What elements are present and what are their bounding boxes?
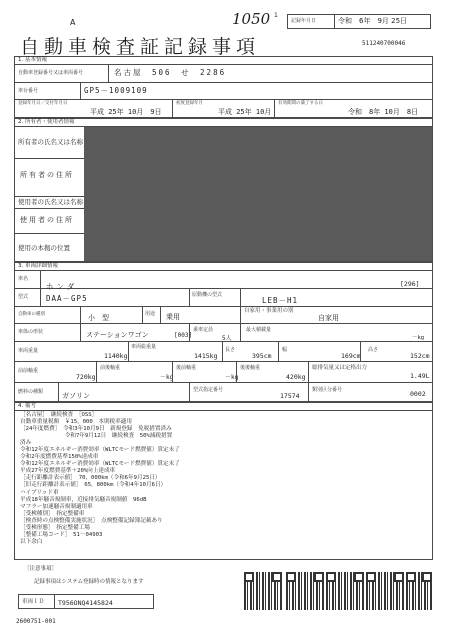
expiry-label: 有効期間の満了する日	[278, 101, 323, 106]
fuel-label: 燃料の種類	[18, 389, 44, 395]
height-label: 高さ	[368, 347, 379, 353]
type-number-value: 17574	[280, 392, 300, 400]
reg-number-value: 名古屋 506 せ 2286	[114, 68, 227, 77]
remarks-list	[20, 412, 180, 546]
base-location-label: 使用の本拠の位置	[18, 244, 70, 252]
vehicle-id-value: T956ONQ4145824	[58, 599, 113, 607]
remark-line: ［受検種別］ 指定整備車	[20, 510, 85, 517]
front-axle-label: 前前軸重	[18, 368, 39, 374]
body-shape-label: 車体の形状	[18, 329, 44, 335]
remark-line: 平成18年騒音規制車，近接排気騒音規制値 96dB	[20, 496, 147, 503]
first-year-label: 初度登録年月	[176, 101, 203, 106]
section-marker: A	[70, 18, 76, 27]
rear-axle-value: 420kg	[286, 373, 306, 381]
length-value: 395cm	[252, 352, 272, 360]
qr-code-3	[326, 572, 364, 610]
model-label: 型式	[18, 294, 29, 300]
body-shape-code: [003]	[174, 332, 193, 339]
qr-code-1	[244, 572, 282, 610]
handwritten-number: 1050	[232, 10, 271, 28]
remark-line: 令和7年9月12日 継続検査 50%減税措置	[20, 433, 173, 440]
handwritten-mark: 1	[274, 12, 278, 19]
rear-axle-label: 後後軸重	[240, 365, 261, 371]
qr-code-4	[366, 572, 404, 610]
engine-label: 原動機の型式	[192, 292, 223, 298]
remark-line: ［名古屋］ 継続検査 ［OSS］	[20, 412, 98, 418]
kind-label: 自動車の種別	[18, 312, 45, 317]
notice-heading: ［注意事項］	[24, 566, 58, 572]
doc-number: 511240700046	[362, 40, 406, 47]
weight-value: 1140kg	[104, 352, 128, 360]
reg-number-label: 自動車登録番号又は車両番号	[18, 70, 84, 76]
front-rear-axle-value: －kg	[160, 374, 174, 381]
class-number-value: 0002	[410, 390, 426, 398]
use-value: 乗用	[166, 313, 180, 321]
owner-address-label: 所有者の住所	[20, 171, 74, 179]
page-title: 自動車検査証記録事項	[20, 36, 261, 58]
fuel-value: ガソリン	[62, 392, 90, 400]
record-date-label: 記録年月日	[291, 18, 317, 24]
remark-line: 令和12年度エネルギー消費効率（WLTCモード燃費値）算定未了	[20, 461, 180, 468]
height-value: 152cm	[410, 352, 430, 360]
section3-heading: 3. 車両詳細情報	[18, 263, 58, 269]
section2-heading: 2. 所有者・使用者情報	[18, 119, 75, 125]
maker-code: [296]	[400, 280, 420, 288]
chassis-value: GP5－1009109	[84, 86, 148, 95]
class-number-label: 類別区分番号	[312, 387, 343, 393]
remark-line: ［受検形態］ 指定整備工場	[20, 524, 90, 531]
model-value: DAA－GP5	[46, 294, 88, 303]
use-label: 用途	[145, 311, 156, 317]
rear-front-axle-label: 後前軸重	[176, 365, 197, 371]
remark-line: 令和2年度燃費基準150%達成車	[20, 454, 99, 461]
qr-code-5	[406, 572, 432, 610]
remark-line: ［走行距離計表示値］ 70，000km（令和6年9月25日）	[20, 475, 161, 482]
width-value: 169cm	[341, 352, 361, 360]
remark-line: ［整備工場コード］ 51－04903	[20, 531, 103, 538]
redacted-owner-info	[84, 127, 432, 261]
weight-label: 車両重量	[18, 348, 39, 354]
remark-line: ［検査時の点検整備実施状況］ 点検整備記録簿記載あり	[20, 517, 163, 524]
section4-heading: 4. 備考	[18, 403, 36, 409]
length-label: 長さ	[225, 347, 236, 353]
expiry-value: 令和 8年 10月 8日	[348, 108, 419, 116]
private-label: 自家用・事業用の別	[244, 308, 294, 314]
front-rear-axle-label: 前後軸重	[100, 365, 121, 371]
user-address-label: 使用者の住所	[20, 216, 74, 224]
remark-line: 令和12年度エネルギー消費効率（WLTCモード燃費値）算定未了	[20, 447, 180, 454]
max-load-value: －kg	[412, 335, 425, 341]
qr-code-2	[286, 572, 324, 610]
gross-weight-value: 1415kg	[194, 352, 218, 360]
remark-line: 以下余白	[20, 538, 43, 545]
gross-weight-label: 車両総重量	[131, 344, 157, 350]
owner-name-label: 所有者の氏名又は名称	[18, 138, 83, 146]
footer-code: 2600751-001	[16, 618, 56, 625]
width-label: 幅	[282, 347, 288, 353]
displacement-value: 1.49L	[410, 372, 430, 380]
max-load-label: 最大積載量	[246, 327, 272, 333]
capacity-label: 乗車定員	[193, 327, 214, 333]
chassis-label: 車台番号	[18, 88, 39, 94]
first-reg-value: 平成 25年 10月 9日	[90, 108, 162, 116]
maker-label: 車名	[18, 276, 29, 282]
body-shape-value: ステーションワゴン	[86, 331, 149, 339]
user-name-label: 使用者の氏名又は名称	[18, 198, 83, 206]
section1-heading: 1. 基本情報	[18, 57, 47, 63]
vehicle-id-label: 車両ＩＤ	[22, 599, 45, 605]
capacity-value: 5人	[222, 335, 232, 342]
remark-line: マフラー加速騒音規制適用車	[20, 503, 93, 510]
record-date-value: 令和 6年 9月 25日	[338, 17, 408, 25]
first-year-value: 平成 25年 10月	[218, 108, 272, 116]
engine-value: LEB－H1	[262, 296, 299, 305]
front-axle-value: 720kg	[76, 373, 96, 381]
displacement-label: 総排気量又は定格出力	[312, 365, 368, 371]
private-value: 自家用	[318, 314, 339, 322]
first-reg-label: 登録年月日／交付年月日	[18, 101, 68, 106]
remark-line: 平成27年度燃費基準＋20%向上達成車	[20, 468, 116, 475]
maker-value: ホンダ	[46, 282, 78, 291]
remark-line: ［旧走行距離計表示値］ 65，800km（令和4年10月6日）	[20, 482, 167, 489]
remark-line: ［24年度燃費］ 令和3年10月9日 新規登録 免税措置済み	[20, 426, 172, 433]
kind-value: 小 型	[88, 314, 109, 322]
notice-text: 記録事項はシステム登録時の情報となります	[34, 579, 144, 585]
rear-front-axle-value: －kg	[225, 374, 239, 381]
remark-line: ハイブリッド車	[20, 489, 59, 496]
type-number-label: 型式指定番号	[193, 387, 224, 393]
remark-line: 自動車重量税額 ￥15，000 本則税率適用	[20, 419, 132, 426]
remark-line: 済み	[20, 440, 32, 447]
